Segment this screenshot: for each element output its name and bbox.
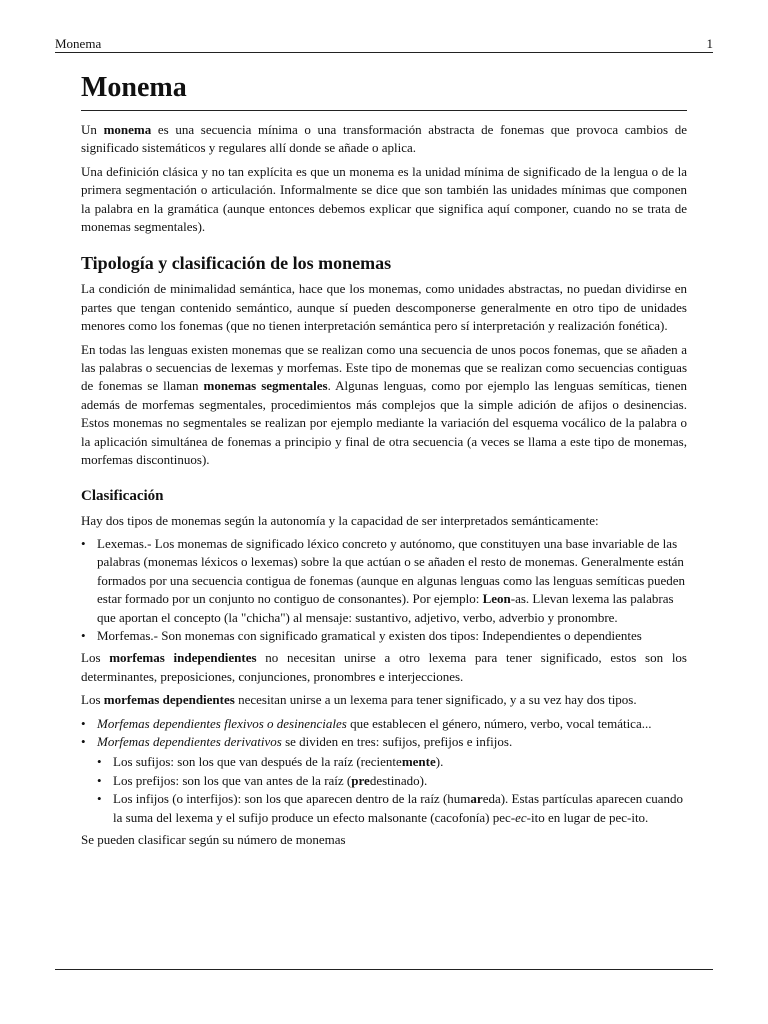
section-heading-clasificacion: Clasificación (81, 487, 164, 504)
derivativos-sublist (97, 753, 687, 827)
term-flexivos: Morfemas dependientes flexivos o desinenciales (97, 715, 347, 731)
intro-paragraph-2: Una definición clásica y no tan explícita es que un monema es la unidad mínima de significado de la lengua o de la primera segmentación o articulación. Informalmente se dice que son también las unidades mínimas que componen la palabra en la gramática (aunque entonces debemos explicar que significa aquí componer, cuando no se trata de monemas segmentales). (81, 163, 687, 235)
text-run: eda). Estas partículas aparecen cuando la suma del lexema y el sufijo produce un efecto malsonante (cacofonía) pec- (113, 791, 684, 825)
example-interfix: ec (515, 809, 527, 825)
running-header (55, 36, 713, 52)
text-run: En todas las lenguas existen monemas que se realizan como una secuencia de unos pocos fonemas, que se añaden a las palabras o secuencias de lexemas y morfemas. Este tipo de monemas que se realizan como secuencias contiguas de fonemas se llaman (81, 341, 687, 394)
term-morfemas-independientes: morfemas independientes (109, 650, 257, 666)
text-run: ). (435, 754, 444, 770)
example-prefix: pre (351, 772, 370, 788)
text-run: no necesitan unirse a otro lexema para tener significado, estos son los determinantes, preposiciones, conjunciones, pronombres e interjecciones. (81, 650, 687, 684)
text-run: se dividen en tres: sufijos, prefijos e infijos. (281, 733, 513, 749)
example-leon: Leon (482, 591, 511, 607)
term-monema: monema (103, 122, 152, 137)
running-header-title: Monema (55, 36, 102, 51)
tipologia-paragraph-2 (81, 341, 687, 470)
list-item-sufijos (97, 753, 687, 771)
example-suffix: mente (401, 754, 436, 770)
clasificacion-paragraph-1: Hay dos tipos de monemas según la autonomía y la capacidad de ser interpretados semánticamente: (81, 512, 599, 528)
article-body (81, 68, 687, 854)
list-item-infijos (97, 790, 687, 827)
text-run: Un (81, 122, 104, 137)
dependientes-list (81, 715, 687, 752)
text-run: Los (81, 650, 110, 666)
intro-paragraph-1 (81, 121, 687, 158)
footer-rule (55, 969, 713, 970)
text-run: que establecen el género, número, verbo, vocal temática... (346, 715, 652, 731)
clasificacion-closing-paragraph: Se pueden clasificar según su número de monemas (81, 832, 346, 847)
text-run: Los (81, 692, 104, 708)
text-run: destinado). (369, 772, 428, 788)
example-infix: ar (470, 791, 483, 807)
text-run: necesitan unirse a un lexema para tener significado, y a su vez hay dos tipos. (234, 692, 637, 708)
text-run: Los prefijos: son los que van antes de la raíz ( (113, 772, 352, 788)
header-rule (55, 52, 713, 53)
text-run: Los infijos (o interfijos): son los que aparecen dentro de la raíz (hum (113, 791, 471, 807)
page-title: Monema (81, 68, 687, 111)
text-run: -as. Llevan lexema las palabras que aportan el concepto (la "chicha") al mensaje: sustantivo, adjetivo, verbo, adverbio y pronombre. (97, 591, 674, 625)
text-run: Los sufijos: son los que van después de la raíz (reciente (113, 754, 402, 770)
text-run: -ito en lugar de pec-ito. (526, 809, 649, 825)
text-run: . Algunas lenguas, como por ejemplo las lenguas semíticas, tienen además de morfemas segmentales, procedimientos más complejos que la simple adición de afijos o desinencias. Estos monemas no segmentales se realizan por ejemplo mediante la variación del esquema vocálico de la palabra o la aplicación simultánea de fonemas a principio y final de otra secuencia (a veces se llama a este tipo de monemas, morfemas discontinuos). (81, 378, 687, 468)
section-heading-tipologia: Tipología y clasificación de los monemas (81, 253, 392, 274)
term-morfemas-dependientes: morfemas dependientes (103, 692, 235, 708)
page-number: 1 (706, 36, 713, 51)
morfemas-independientes-paragraph (81, 649, 687, 686)
term-derivativos: Morfemas dependientes derivativos (97, 733, 282, 749)
list-item-flexivos (81, 715, 687, 733)
text-run: es una secuencia mínima o una transformación abstracta de fonemas que provoca cambios de significado sistemáticos y regulares allí donde se añade o aplica. (81, 122, 687, 156)
monema-types-list (81, 535, 687, 645)
list-item-prefijos (97, 772, 687, 790)
list-item-derivativos (81, 733, 687, 751)
list-item-morfemas: • Morfemas.- Son monemas con significado gramatical y existen dos tipos: Independientes o dependientes (81, 627, 687, 645)
text-run: Lexemas.- Los monemas de significado léxico concreto y autónomo, que constituyen una base invariable de las palabras (monemas léxicos o lexemas) sobre la que actúan o se añaden el resto de monemas. Generalmente están formados por una secuencia contigua de fonemas (aunque en algunas lenguas como las lenguas semíticas pueden estar formado por un conjunto no contiguo de consonantes). Por ejemplo: (97, 535, 686, 607)
morfemas-dependientes-paragraph (81, 691, 687, 709)
term-monemas-segmentales: monemas segmentales (203, 378, 328, 394)
tipologia-paragraph-1: La condición de minimalidad semántica, hace que los monemas, como unidades abstractas, no puedan dividirse en partes que tengan contenido semántico, aunque sí pueden descomponerse generalmente en otro tipo de unidades menores como los fonemas (que no tienen interpretación semántica pero sí interpretación y realización fonética). (81, 281, 687, 334)
list-item-lexemas (81, 535, 687, 627)
